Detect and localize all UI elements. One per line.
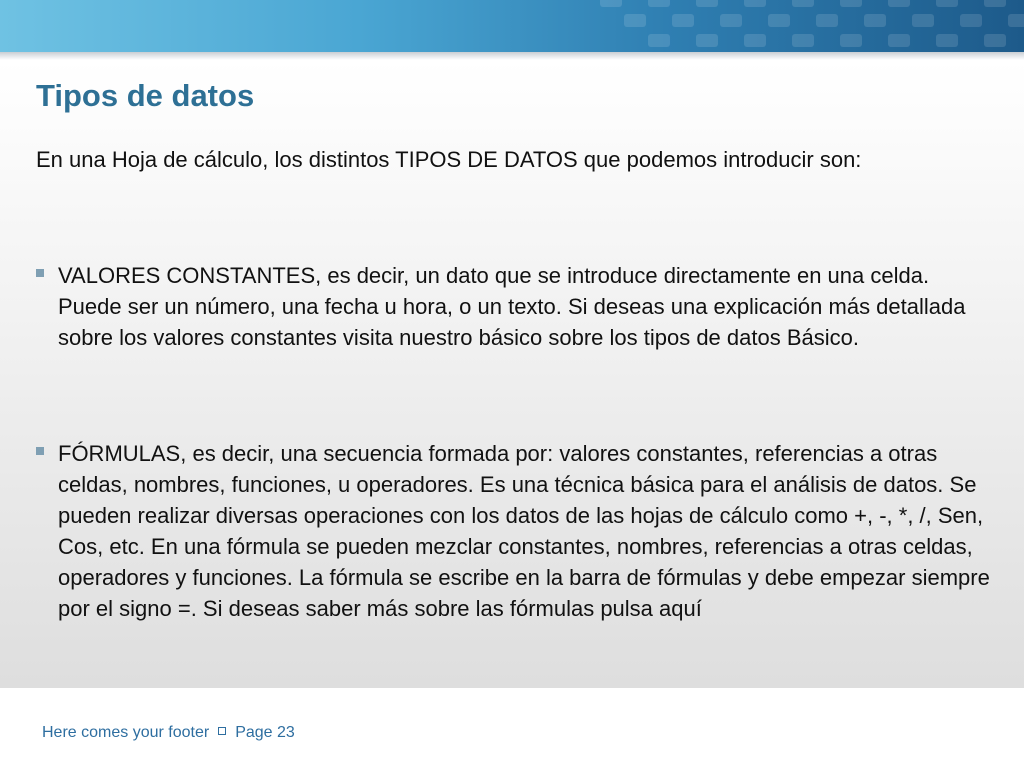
footer-text: Here comes your footer [42, 724, 210, 741]
decorative-tile [648, 0, 670, 7]
decorative-tile [672, 14, 694, 27]
decorative-tile [936, 34, 958, 47]
decorative-tile [888, 0, 910, 7]
decorative-tile [912, 14, 934, 27]
decorative-tile [768, 14, 790, 27]
header-band [0, 0, 1024, 52]
square-bullet-icon [36, 269, 44, 277]
decorative-tile [624, 14, 646, 27]
bullet-item-valores-constantes [36, 260, 996, 353]
decorative-tile [984, 34, 1006, 47]
decorative-tile [792, 0, 814, 7]
decorative-tile [600, 0, 622, 7]
page-number: Page 23 [235, 724, 295, 741]
decorative-tile [840, 34, 862, 47]
decorative-tile [816, 14, 838, 27]
decorative-tile [864, 14, 886, 27]
decorative-tile [720, 14, 742, 27]
intro-paragraph: En una Hoja de cálculo, los distintos TIPOS DE DATOS que podemos introducir son: [36, 147, 862, 172]
decorative-tile [648, 34, 670, 47]
square-separator-icon [218, 727, 226, 735]
decorative-tile [984, 0, 1006, 7]
decorative-tile [1008, 14, 1024, 27]
decorative-tile [936, 0, 958, 7]
decorative-tile [696, 34, 718, 47]
decorative-tile [792, 34, 814, 47]
decorative-tile [960, 14, 982, 27]
decorative-tile [744, 34, 766, 47]
bullet-text: VALORES CONSTANTES, es decir, un dato que se introduce directamente en una celda. Puede ser un número, una fecha u hora, o un texto. Si deseas una explicación más detallada sobre los valores constantes visita nuestro básico sobre los tipos de datos Básico. [58, 263, 966, 350]
decorative-tile [696, 0, 718, 7]
decorative-tile [888, 34, 910, 47]
slide-title: Tipos de datos [36, 78, 255, 113]
bullet-item-formulas [36, 438, 996, 624]
slide-footer [42, 724, 295, 742]
header-band-shadow [0, 52, 1024, 60]
decorative-tile [744, 0, 766, 7]
decorative-tile [840, 0, 862, 7]
bullet-text: FÓRMULAS, es decir, una secuencia formada por: valores constantes, referencias a otras celdas, nombres, funciones, u operadores. Es una técnica básica para el análisis de datos. Se pueden realizar diversas operaciones con los datos de las hojas de cálculo como +, -, *, /, Sen, Cos, etc. En una fórmula se pueden mezclar constantes, nombres, referencias a otras celdas, operadores y funciones. La fórmula se escribe en la barra de fórmulas y debe empezar siempre por el signo =. Si deseas saber más sobre las fórmulas pulsa aquí [58, 441, 990, 621]
square-bullet-icon [36, 447, 44, 455]
